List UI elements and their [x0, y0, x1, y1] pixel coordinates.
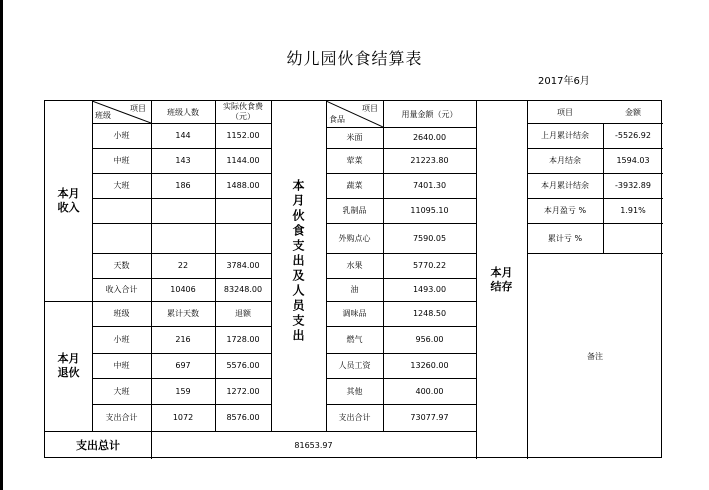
- income-row-fee: [215, 198, 271, 223]
- income-row-fee: [215, 223, 271, 253]
- grand-total-label: 支出总计: [76, 439, 120, 452]
- expense-row-label: 燃气: [346, 335, 363, 344]
- expense-row-value: 1493.00: [412, 285, 447, 294]
- window-edge: [0, 0, 3, 490]
- expense-row-label: 米面: [346, 133, 363, 142]
- income-header-corner: [92, 101, 151, 123]
- expense-row-label: 蔬菜: [346, 181, 363, 190]
- expense-row-value: 5770.22: [412, 261, 447, 270]
- expense-row-value: 13260.00: [410, 361, 449, 370]
- refund-header-class: 班级: [113, 309, 130, 318]
- expense-row-label: 荤菜: [346, 156, 363, 165]
- balance-row-value: 1594.03: [616, 156, 650, 165]
- refund-row-amount: 1272.00: [226, 386, 260, 396]
- income-row-fee: 3784.00: [226, 261, 260, 270]
- expense-row-value: 956.00: [415, 335, 444, 344]
- income-total-count: 10406: [170, 285, 196, 294]
- income-row-count: [151, 198, 215, 223]
- refund-row-label: 小班: [113, 335, 130, 344]
- expense-header-corner: [326, 101, 383, 127]
- refund-row-amount: 1728.00: [226, 335, 260, 344]
- expense-row-value: 7401.30: [412, 181, 447, 190]
- income-row-count: 186: [175, 181, 191, 190]
- refund-row-label: 大班: [113, 386, 130, 396]
- income-row-label: 天数: [113, 261, 130, 270]
- balance-row-label: 上月累计结余: [541, 131, 589, 140]
- refund-header-amount: 退额: [235, 309, 251, 318]
- expense-row-label: 调味品: [342, 309, 367, 318]
- expense-row-value: 2640.00: [412, 133, 447, 142]
- income-row-count: 143: [175, 156, 191, 165]
- income-row-fee: 1152.00: [226, 131, 260, 140]
- income-header-fee: 实际伙食费 （元）: [223, 102, 263, 121]
- expense-row-label: 乳制品: [342, 206, 367, 215]
- income-row-label: [92, 198, 151, 223]
- expense-total-label: 支出合计: [338, 413, 371, 422]
- income-row-count: 144: [175, 131, 191, 140]
- income-row-count: [151, 223, 215, 253]
- income-section-label: 本月 收入: [57, 187, 80, 214]
- expense-row-value: 400.00: [415, 386, 444, 396]
- expense-header-item: 项目: [362, 104, 378, 113]
- balance-row-value: -5526.92: [615, 131, 651, 140]
- balance-row-value: -3932.89: [615, 181, 651, 190]
- expense-total-value: 73077.97: [410, 413, 449, 422]
- expense-header-food: 食品: [329, 115, 345, 124]
- refund-total-amount: 8576.00: [226, 413, 260, 422]
- expense-header-amount: 用量金额（元）: [401, 109, 458, 119]
- balance-row-label: 本月盈亏 %: [543, 206, 587, 215]
- remarks-label: 备注: [587, 351, 603, 361]
- balance-row-value: 1.91%: [620, 206, 646, 215]
- balance-row-label: 本月结余: [549, 156, 581, 165]
- balance-section-label: 本月 结存: [490, 266, 513, 293]
- expense-section-label: 本月伙食支出及人员支出: [291, 178, 305, 344]
- income-header-item: 项目: [130, 104, 146, 113]
- income-header-count: 班级人数: [167, 107, 199, 117]
- balance-row-value: [603, 223, 663, 253]
- settlement-table: [44, 100, 662, 458]
- income-row-fee: 1144.00: [226, 156, 260, 165]
- income-total-fee: 83248.00: [223, 285, 263, 294]
- refund-section-label: 本月 退伙: [57, 352, 80, 379]
- income-row-label: 中班: [113, 156, 130, 165]
- refund-total-label: 支出合计: [105, 413, 138, 422]
- expense-row-value: 11095.10: [410, 206, 449, 215]
- expense-row-label: 外购点心: [338, 233, 371, 243]
- refund-row-days: 159: [175, 386, 191, 396]
- income-row-label: [92, 223, 151, 253]
- income-row-label: 大班: [113, 181, 130, 190]
- grand-total-value: 81653.97: [294, 440, 333, 450]
- income-row-fee: 1488.00: [226, 181, 260, 190]
- sheet-title: 幼儿园伙食结算表: [286, 49, 423, 68]
- income-total-label: 收入合计: [105, 285, 138, 294]
- refund-row-amount: 5576.00: [226, 361, 260, 370]
- expense-row-value: 1248.50: [412, 309, 447, 318]
- income-row-count: 22: [177, 261, 189, 270]
- refund-row-days: 216: [175, 335, 191, 344]
- expense-row-label: 油: [350, 285, 359, 294]
- refund-row-label: 中班: [113, 361, 130, 370]
- refund-total-days: 1072: [172, 413, 194, 422]
- balance-row-label: 累计亏 %: [547, 233, 583, 243]
- expense-row-value: 21223.80: [410, 156, 449, 165]
- sheet-date: 2017年6月: [538, 76, 590, 87]
- balance-header-amount: 金额: [625, 107, 641, 117]
- expense-row-value: 7590.05: [412, 233, 447, 243]
- expense-row-label: 水果: [346, 261, 363, 270]
- income-row-label: 小班: [113, 131, 130, 140]
- refund-row-days: 697: [175, 361, 191, 370]
- refund-header-days: 累计天数: [167, 309, 199, 318]
- balance-header-item: 项目: [557, 107, 573, 117]
- income-header-class: 班级: [95, 111, 111, 120]
- expense-row-label: 其他: [346, 386, 363, 396]
- balance-row-label: 本月累计结余: [541, 181, 589, 190]
- expense-row-label: 人员工资: [338, 361, 371, 370]
